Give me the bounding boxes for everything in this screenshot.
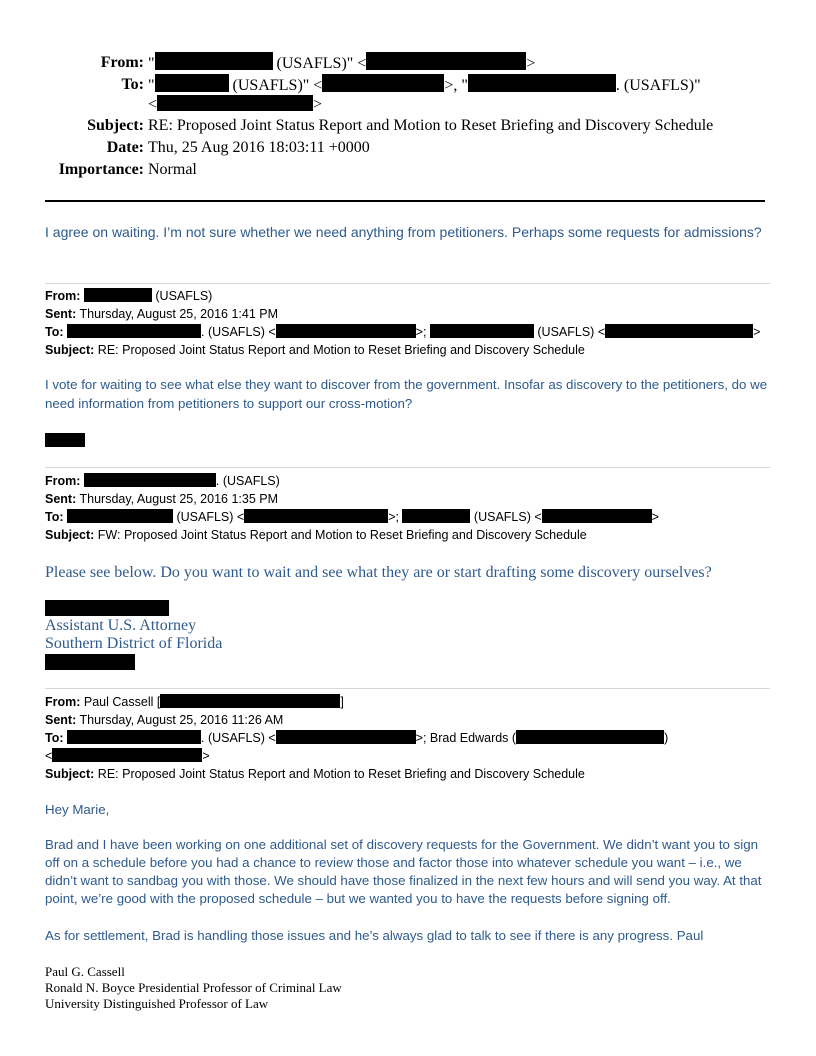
- redaction-block: [155, 52, 273, 70]
- meta-from-close: ]: [340, 695, 344, 709]
- redaction-block: [468, 74, 616, 92]
- redaction-block: [45, 600, 169, 616]
- meta-sent-value: Thursday, August 25, 2016 11:26 AM: [79, 713, 284, 727]
- redaction-block: [45, 433, 85, 447]
- message-divider: [45, 688, 770, 689]
- meta-subject: [45, 341, 760, 359]
- redaction-block: [366, 52, 526, 70]
- date-label: Date:: [106, 139, 144, 156]
- message-divider: [45, 467, 770, 468]
- redaction-block: [276, 730, 416, 744]
- meta-from-name: Paul Cassell [: [80, 695, 161, 709]
- footer-title: Ronald N. Boyce Presidential Professor of Criminal Law: [45, 980, 342, 995]
- from-quote: ": [148, 55, 155, 72]
- signature-office: Southern District of Florida: [45, 635, 223, 652]
- meta-sent-value: Thursday, August 25, 2016 1:41 PM: [79, 307, 279, 321]
- meta-from-label: From:: [45, 289, 81, 303]
- meta-from: [45, 693, 668, 711]
- redaction-block: [67, 730, 201, 744]
- meta-to: [45, 508, 659, 526]
- meta-to-text: >: [753, 325, 761, 339]
- meta-subject-value: FW: Proposed Joint Status Report and Motion to Reset Briefing and Discovery Schedule: [97, 528, 587, 542]
- meta-subject-label: Subject:: [45, 343, 95, 357]
- meta-to-text: (USAFLS) <: [533, 325, 606, 339]
- importance-value: Normal: [148, 161, 197, 178]
- footer-name: Paul G. Cassell: [45, 964, 125, 979]
- to-line2: [148, 94, 322, 116]
- from-value: [148, 52, 535, 75]
- redaction-block: [244, 509, 388, 523]
- meta-to: [45, 323, 760, 341]
- meta-to-text: <: [45, 749, 53, 763]
- meta-to: [45, 729, 668, 747]
- message-body: Brad and I have been working on one additional set of discovery requests for the Government. We didn’t want you to sign off on a schedule before you had a chance to review those and factor those into whatever schedule you want – i.e., we didn’t want to sandbag you with those. We should have those finalized in the next few hours and will send you way. At that point, we’re good with the proposed schedule – but we wanted you to have the requests before signing off.: [45, 837, 762, 906]
- meta-to-label: To:: [45, 731, 64, 745]
- subject-value: RE: Proposed Joint Status Report and Motion to Reset Briefing and Discovery Schedule: [148, 117, 714, 134]
- message-greeting: Hey Marie,: [45, 802, 110, 817]
- to-label: To:: [121, 76, 144, 93]
- meta-from-org: (USAFLS): [151, 289, 213, 303]
- meta-subject-value: RE: Proposed Joint Status Report and Motion to Reset Briefing and Discovery Schedule: [97, 767, 585, 781]
- meta-subject-label: Subject:: [45, 528, 95, 542]
- redaction-block: [157, 95, 313, 111]
- meta-from: [45, 287, 760, 305]
- message-meta: [45, 287, 760, 359]
- meta-subject: [45, 765, 668, 783]
- subject-label: Subject:: [87, 117, 144, 134]
- meta-sent-value: Thursday, August 25, 2016 1:35 PM: [79, 492, 279, 506]
- meta-to-label: To:: [45, 325, 64, 339]
- meta-sent-label: Sent:: [45, 307, 77, 321]
- meta-to-text: ): [664, 731, 669, 745]
- meta-to-text: . (USAFLS) <: [201, 325, 276, 339]
- to-line2-close: >: [313, 96, 323, 113]
- meta-sent: [45, 490, 659, 508]
- to-org2: . (USAFLS)": [615, 77, 701, 94]
- from-label: From:: [100, 54, 144, 71]
- message-body: I agree on waiting. I’m not sure whether we need anything from petitioners. Perhaps some requests for admissions?: [45, 224, 762, 240]
- redaction-block: [155, 74, 229, 92]
- date-value: Thu, 25 Aug 2016 18:03:11 +0000: [148, 139, 370, 156]
- redaction-block: [84, 288, 152, 302]
- message-body: Please see below. Do you want to wait and see what they are or start drafting some discovery ourselves?: [45, 564, 712, 581]
- redaction-block: [542, 509, 652, 523]
- meta-to-text: (USAFLS) <: [470, 510, 542, 524]
- header-divider: [45, 200, 765, 202]
- meta-subject-value: RE: Proposed Joint Status Report and Motion to Reset Briefing and Discovery Schedule: [97, 343, 585, 357]
- redaction-block: [430, 324, 534, 338]
- to-org: (USAFLS)" <: [228, 77, 323, 94]
- meta-from-label: From:: [45, 474, 81, 488]
- redaction-block: [322, 74, 444, 92]
- redaction-block: [160, 694, 340, 708]
- footer-title: University Distinguished Professor of Law: [45, 996, 269, 1011]
- redaction-block: [605, 324, 753, 338]
- redaction-block: [67, 509, 173, 523]
- meta-to-text: (USAFLS) <: [173, 510, 245, 524]
- meta-subject: [45, 526, 659, 544]
- from-close: >: [526, 55, 536, 72]
- meta-from-label: From:: [45, 695, 81, 709]
- redaction-block: [84, 473, 216, 487]
- meta-from: [45, 472, 659, 490]
- message-meta: [45, 472, 659, 544]
- message-body: As for settlement, Brad is handling those issues and he’s always glad to talk to see if there is any progress. Paul: [45, 928, 704, 943]
- meta-to-text: >: [202, 749, 210, 763]
- meta-sent-label: Sent:: [45, 492, 77, 506]
- redaction-block: [45, 654, 135, 670]
- meta-sent-label: Sent:: [45, 713, 77, 727]
- meta-sent: [45, 305, 760, 323]
- redaction-block: [402, 509, 470, 523]
- redaction-block: [276, 324, 416, 338]
- redaction-block: [67, 324, 201, 338]
- to-quote: ": [148, 77, 155, 94]
- meta-to-line2: [45, 747, 668, 765]
- meta-to-label: To:: [45, 510, 64, 524]
- meta-to-text: >;: [388, 510, 403, 524]
- signature-title: Assistant U.S. Attorney: [45, 617, 197, 634]
- importance-label: Importance:: [58, 161, 144, 178]
- redaction-block: [516, 730, 664, 744]
- to-line2-open: <: [148, 96, 158, 113]
- meta-to-text: >; Brad Edwards (: [415, 731, 517, 745]
- message-body: I vote for waiting to see what else they want to discover from the government. Insofar as discovery to the petitioners, do we need information from petitioners to support our cross-motion?: [45, 377, 768, 411]
- message-meta: [45, 693, 668, 783]
- redaction-block: [52, 748, 202, 762]
- from-org: (USAFLS)" <: [272, 55, 367, 72]
- meta-subject-label: Subject:: [45, 767, 95, 781]
- meta-to-text: . (USAFLS) <: [201, 731, 276, 745]
- meta-from-org: . (USAFLS): [215, 474, 280, 488]
- message-divider: [45, 283, 770, 284]
- meta-to-text: >: [651, 510, 659, 524]
- to-sep: >, ": [444, 77, 468, 94]
- meta-sent: [45, 711, 668, 729]
- meta-to-text: >;: [415, 325, 430, 339]
